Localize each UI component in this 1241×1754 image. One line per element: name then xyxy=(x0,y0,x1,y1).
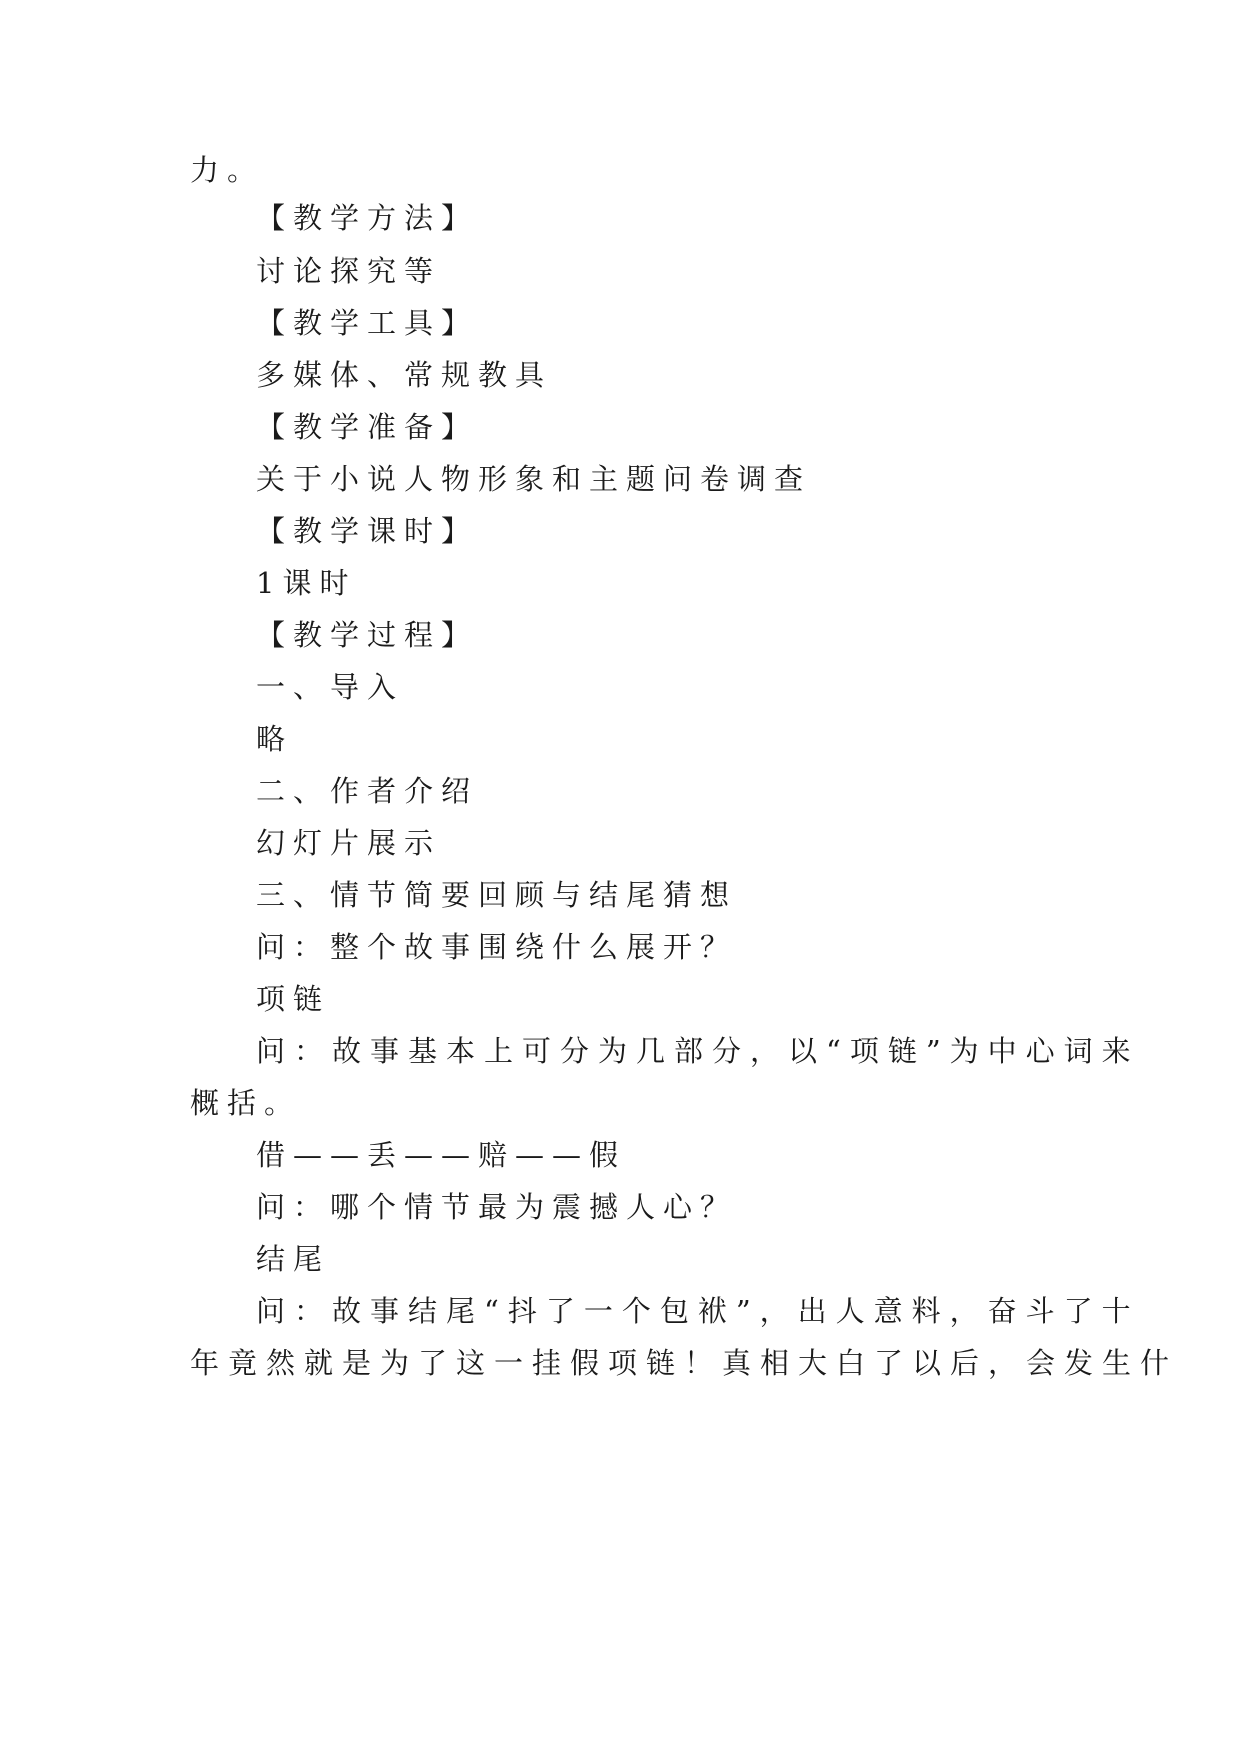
section-heading-teaching-tools: 【教学工具】 xyxy=(256,306,479,340)
answer-line: 借——丢——赔——假 xyxy=(256,1138,627,1172)
section-heading-teaching-preparation: 【教学准备】 xyxy=(256,410,479,444)
text-line-continuation: 年竟然就是为了这一挂假项链！真相大白了以后，会发生什 xyxy=(190,1346,1179,1380)
text-line-continuation: 力。 xyxy=(190,153,265,187)
section-heading-teaching-method: 【教学方法】 xyxy=(256,201,479,235)
answer-line: 项链 xyxy=(256,982,331,1016)
answer-line: 结尾 xyxy=(256,1242,331,1276)
text-line: 1课时 xyxy=(256,566,357,600)
question-line: 问：整个故事围绕什么展开？ xyxy=(256,930,738,964)
text-line: 幻灯片展示 xyxy=(256,826,442,860)
section-heading-class-hours: 【教学课时】 xyxy=(256,514,479,548)
question-line: 问：哪个情节最为震撼人心？ xyxy=(256,1190,738,1224)
text-line-continuation: 概括。 xyxy=(190,1086,302,1120)
text-line: 多媒体、常规教具 xyxy=(256,358,553,392)
text-line: 讨论探究等 xyxy=(256,254,442,288)
subheading-introduction: 一、导入 xyxy=(256,670,405,704)
question-line: 问：故事结尾“抖了一个包袱”，出人意料，奋斗了十 xyxy=(256,1294,1140,1328)
text-line: 关于小说人物形象和主题问卷调查 xyxy=(256,462,812,496)
subheading-author-intro: 二、作者介绍 xyxy=(256,774,479,808)
question-line: 问：故事基本上可分为几部分，以“项链”为中心词来 xyxy=(256,1034,1140,1068)
subheading-plot-review: 三、情节简要回顾与结尾猜想 xyxy=(256,878,738,912)
section-heading-teaching-process: 【教学过程】 xyxy=(256,618,479,652)
text-line: 略 xyxy=(256,722,294,756)
